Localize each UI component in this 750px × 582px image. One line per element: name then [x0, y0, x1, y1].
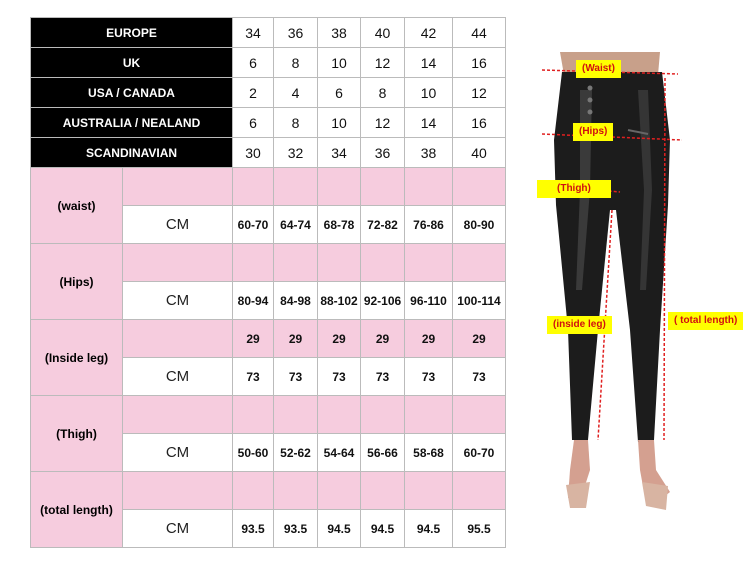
- unit-label: CM: [123, 434, 233, 472]
- size-value: 12: [453, 78, 506, 108]
- measure-row: [31, 320, 506, 358]
- inside-leg-label: (inside leg): [547, 316, 612, 334]
- measure-top-value: 29: [274, 320, 318, 358]
- size-value: 8: [274, 108, 318, 138]
- size-value: 36: [274, 18, 318, 48]
- measure-value: 100-114: [453, 282, 506, 320]
- measure-row: [31, 472, 506, 510]
- size-value: 6: [233, 48, 274, 78]
- measure-value: 80-94: [233, 282, 274, 320]
- size-value: 14: [405, 108, 453, 138]
- region-row: [31, 78, 506, 108]
- region-row: [31, 108, 506, 138]
- measure-value: 73: [233, 358, 274, 396]
- size-value: 38: [318, 18, 361, 48]
- measure-label: (Hips): [31, 244, 123, 320]
- measure-top-value: [453, 168, 506, 206]
- region-label: SCANDINAVIAN: [31, 138, 233, 168]
- measure-top-value: [318, 244, 361, 282]
- unit-label: CM: [123, 358, 233, 396]
- measure-top-value: [361, 396, 405, 434]
- size-value: 10: [318, 48, 361, 78]
- total-length-label: ( total length): [668, 312, 743, 330]
- measure-top-value: [361, 244, 405, 282]
- measure-value: 84-98: [274, 282, 318, 320]
- measure-value: 54-64: [318, 434, 361, 472]
- measure-value: 52-62: [274, 434, 318, 472]
- size-value: 2: [233, 78, 274, 108]
- size-value: 16: [453, 48, 506, 78]
- measure-value: 76-86: [405, 206, 453, 244]
- measure-top-value: [233, 472, 274, 510]
- measure-top-value: [361, 168, 405, 206]
- measure-top-value: [453, 396, 506, 434]
- leggings-model-illustration: [520, 30, 750, 582]
- measure-top-value: [453, 472, 506, 510]
- model-figure: [520, 30, 750, 582]
- measure-top-value: [405, 472, 453, 510]
- size-value: 34: [318, 138, 361, 168]
- measure-top-value: [453, 244, 506, 282]
- measure-top-value: [405, 244, 453, 282]
- measure-spacer-cell: [123, 320, 233, 358]
- region-label: EUROPE: [31, 18, 233, 48]
- size-value: 16: [453, 108, 506, 138]
- measure-top-value: [274, 168, 318, 206]
- measure-value: 80-90: [453, 206, 506, 244]
- unit-label: CM: [123, 282, 233, 320]
- region-row: [31, 48, 506, 78]
- waist-label: (Waist): [576, 60, 621, 78]
- measure-top-value: [233, 396, 274, 434]
- measure-value: 73: [405, 358, 453, 396]
- measure-value: 95.5: [453, 510, 506, 548]
- size-value: 6: [233, 108, 274, 138]
- measure-value: 73: [318, 358, 361, 396]
- measure-label: (Inside leg): [31, 320, 123, 396]
- size-value: 44: [453, 18, 506, 48]
- measure-value: 73: [453, 358, 506, 396]
- region-row: [31, 138, 506, 168]
- measure-top-value: [274, 244, 318, 282]
- size-value: 32: [274, 138, 318, 168]
- measure-value: 60-70: [233, 206, 274, 244]
- measure-value: 88-102: [318, 282, 361, 320]
- size-value: 42: [405, 18, 453, 48]
- measure-value: 50-60: [233, 434, 274, 472]
- size-value: 34: [233, 18, 274, 48]
- size-value: 38: [405, 138, 453, 168]
- measure-value: 93.5: [274, 510, 318, 548]
- measure-value: 58-68: [405, 434, 453, 472]
- measure-spacer-cell: [123, 396, 233, 434]
- measure-top-value: [274, 472, 318, 510]
- measure-row: [31, 244, 506, 282]
- size-value: 40: [453, 138, 506, 168]
- size-value: 10: [405, 78, 453, 108]
- measure-value: 94.5: [361, 510, 405, 548]
- measure-top-value: [233, 244, 274, 282]
- measure-value: 73: [274, 358, 318, 396]
- measure-top-value: 29: [405, 320, 453, 358]
- size-chart-table: [30, 17, 506, 548]
- size-value: 30: [233, 138, 274, 168]
- size-value: 8: [361, 78, 405, 108]
- measure-top-value: [274, 396, 318, 434]
- measure-spacer-cell: [123, 168, 233, 206]
- measure-value: 92-106: [361, 282, 405, 320]
- measure-value: 72-82: [361, 206, 405, 244]
- size-value: 10: [318, 108, 361, 138]
- measure-top-value: 29: [233, 320, 274, 358]
- measure-value: 96-110: [405, 282, 453, 320]
- measure-value: 94.5: [405, 510, 453, 548]
- measure-top-value: [405, 168, 453, 206]
- size-value: 36: [361, 138, 405, 168]
- hips-label: (Hips): [573, 123, 613, 141]
- region-label: UK: [31, 48, 233, 78]
- measure-spacer-cell: [123, 472, 233, 510]
- measure-label: (Thigh): [31, 396, 123, 472]
- measure-row: [31, 168, 506, 206]
- measure-spacer-cell: [123, 244, 233, 282]
- size-value: 4: [274, 78, 318, 108]
- size-value: 12: [361, 108, 405, 138]
- measure-row: [31, 396, 506, 434]
- region-row: [31, 18, 506, 48]
- region-label: USA / CANADA: [31, 78, 233, 108]
- unit-label: CM: [123, 510, 233, 548]
- measure-top-value: [361, 472, 405, 510]
- thigh-label: (Thigh): [537, 180, 611, 198]
- measure-top-value: [318, 396, 361, 434]
- measure-value: 93.5: [233, 510, 274, 548]
- size-value: 14: [405, 48, 453, 78]
- measure-value: 64-74: [274, 206, 318, 244]
- measure-value: 73: [361, 358, 405, 396]
- measure-value: 68-78: [318, 206, 361, 244]
- size-value: 12: [361, 48, 405, 78]
- size-value: 6: [318, 78, 361, 108]
- size-value: 40: [361, 18, 405, 48]
- measure-label: (total length): [31, 472, 123, 548]
- measure-value: 60-70: [453, 434, 506, 472]
- unit-label: CM: [123, 206, 233, 244]
- measure-top-value: [318, 472, 361, 510]
- measure-top-value: 29: [453, 320, 506, 358]
- measure-top-value: 29: [361, 320, 405, 358]
- measure-label: (waist): [31, 168, 123, 244]
- measure-value: 56-66: [361, 434, 405, 472]
- measure-top-value: [405, 396, 453, 434]
- measure-top-value: 29: [318, 320, 361, 358]
- measure-top-value: [233, 168, 274, 206]
- measure-top-value: [318, 168, 361, 206]
- measure-value: 94.5: [318, 510, 361, 548]
- size-value: 8: [274, 48, 318, 78]
- region-label: AUSTRALIA / NEALAND: [31, 108, 233, 138]
